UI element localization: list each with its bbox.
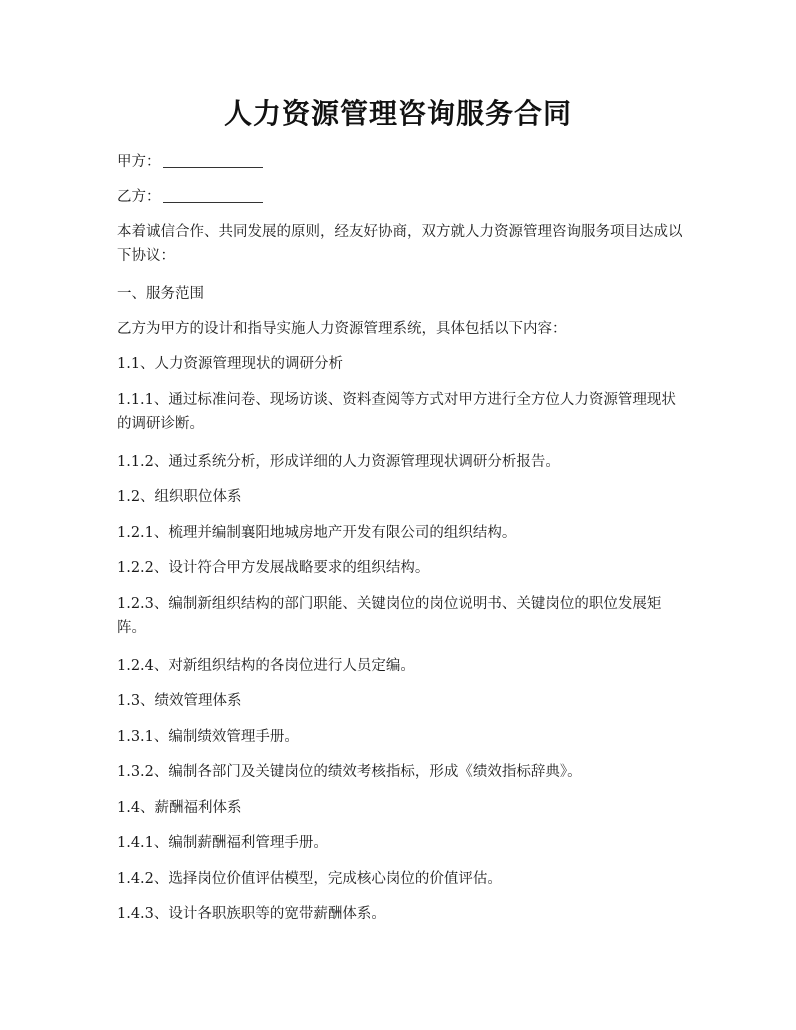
clause-1-4-2: 1.4.2、选择岗位价值评估模型，完成核心岗位的价值评估。 (117, 871, 502, 887)
section-intro: 乙方为甲方的设计和指导实施人力资源管理系统，具体包括以下内容： (117, 321, 567, 337)
clause-1-4-1: 1.4.1、编制薪酬福利管理手册。 (117, 835, 328, 851)
party-b-label: 乙方： (117, 189, 161, 205)
clause-1-4-3: 1.4.3、设计各职族职等的宽带薪酬体系。 (117, 906, 386, 922)
clause-1-3: 1.3、绩效管理体系 (117, 693, 242, 709)
party-b-line (117, 185, 683, 209)
intro-paragraph: 本着诚信合作、共同发展的原则，经友好协商，双方就人力资源管理咨询服务项目达成以下协议： (117, 224, 683, 264)
clause-1-1: 1.1、人力资源管理现状的调研分析 (117, 356, 344, 372)
party-a-blank (163, 153, 263, 168)
party-a-line (117, 150, 683, 174)
party-b-blank (163, 188, 263, 203)
clause-1-2: 1.2、组织职位体系 (117, 489, 242, 505)
clause-1-4: 1.4、薪酬福利体系 (117, 800, 242, 816)
clause-1-1-2: 1.1.2、通过系统分析，形成详细的人力资源管理现状调研分析报告。 (117, 454, 560, 470)
party-a-label: 甲方： (117, 154, 161, 170)
clause-1-3-1: 1.3.1、编制绩效管理手册。 (117, 729, 299, 745)
clause-1-2-2: 1.2.2、设计符合甲方发展战略要求的组织结构。 (117, 560, 430, 576)
document-title: 人力资源管理咨询服务合同 (223, 97, 572, 130)
section-heading: 一、服务范围 (117, 286, 204, 302)
clause-1-2-4: 1.2.4、对新组织结构的各岗位进行人员定编。 (117, 658, 415, 674)
clause-1-3-2: 1.3.2、编制各部门及关键岗位的绩效考核指标，形成《绩效指标辞典》。 (117, 764, 582, 780)
clause-1-2-1: 1.2.1、梳理并编制襄阳地城房地产开发有限公司的组织结构。 (117, 525, 517, 541)
clause-1-2-3: 1.2.3、编制新组织结构的部门职能、关键岗位的岗位说明书、关键岗位的职位发展矩阵。 (117, 596, 662, 636)
clause-1-1-1: 1.1.1、通过标准问卷、现场访谈、资料查阅等方式对甲方进行全方位人力资源管理现状的调研诊断。 (117, 392, 676, 432)
